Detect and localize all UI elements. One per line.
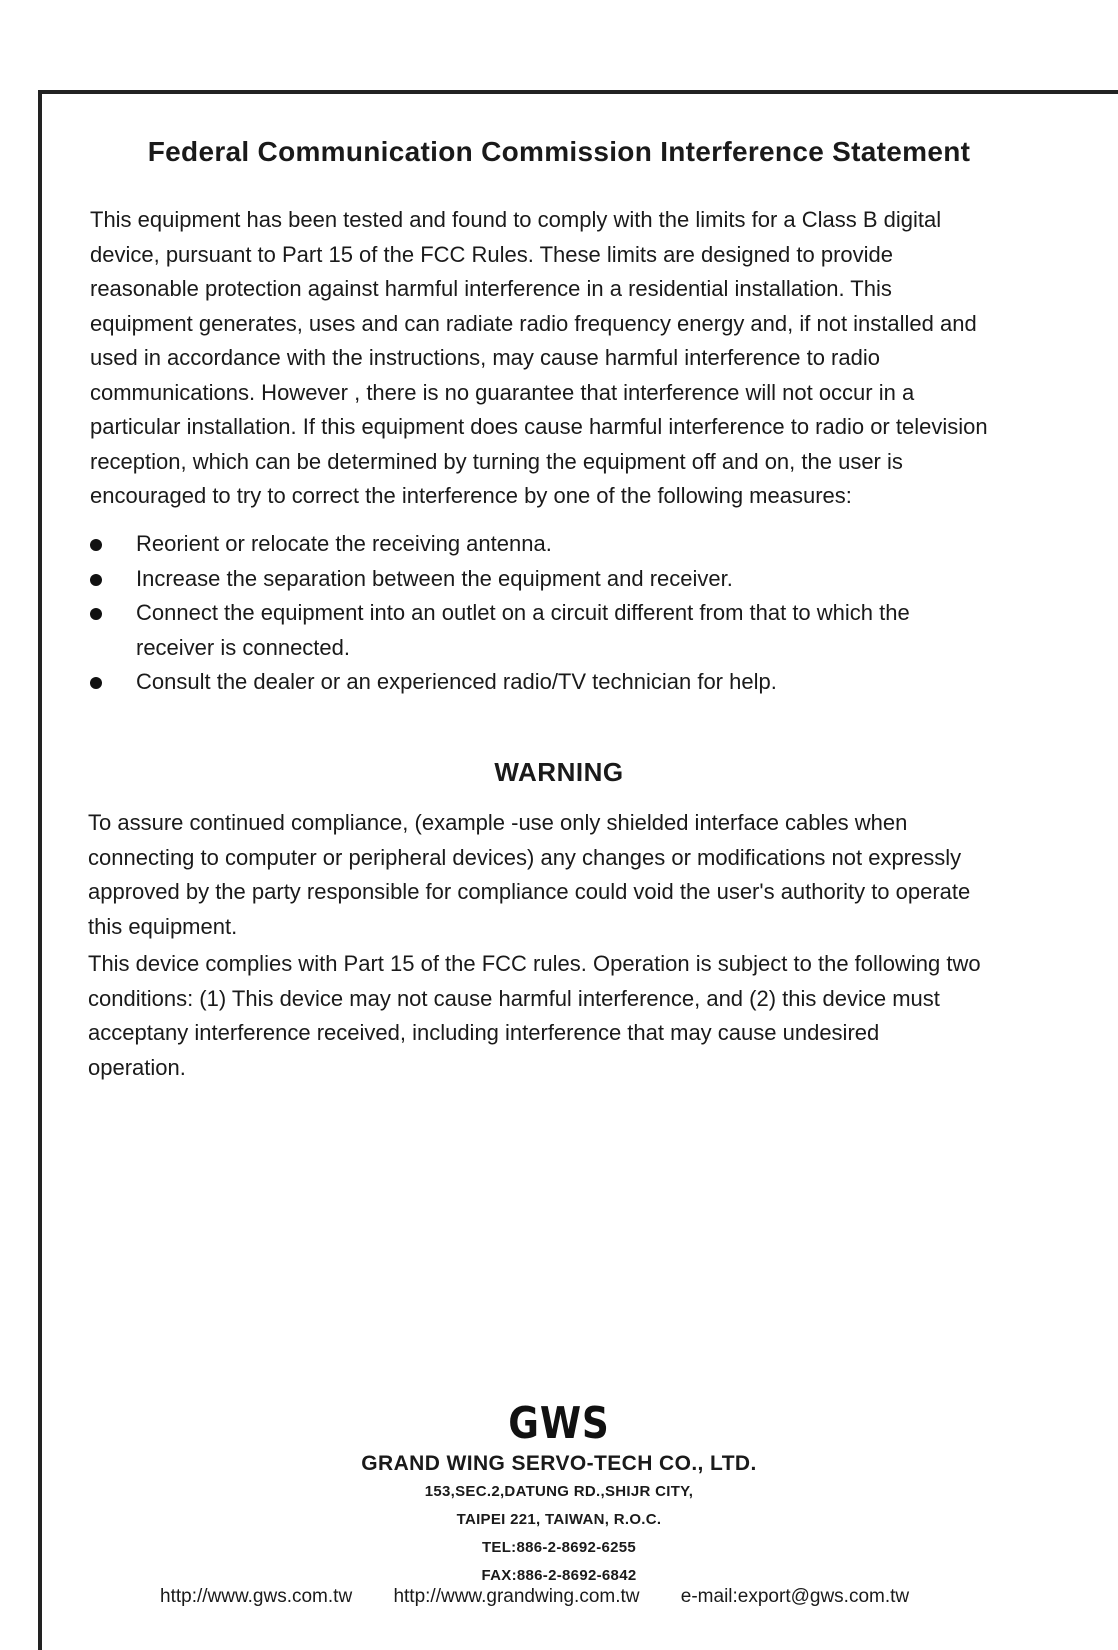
telephone: TEL:886-2-8692-6255: [481, 1539, 637, 1556]
intro-line: encouraged to try to correct the interference by one of the following measures:: [90, 483, 852, 508]
warning-line: approved by the party responsible for compliance could void the user's authority to operate: [88, 879, 971, 904]
website-link-grandwing[interactable]: http://www.grandwing.com.tw: [393, 1586, 640, 1607]
intro-line: particular installation. If this equipment does cause harmful interference to radio or television: [90, 414, 988, 439]
warning-line: connecting to computer or peripheral devices) any changes or modifications not expressly: [88, 844, 962, 870]
bullet-icon: [90, 608, 102, 620]
intro-line: communications. However , there is no guarantee that interference will not occur in a: [90, 379, 915, 405]
warning-paragraph: [88, 806, 1118, 944]
bullet-icon: [90, 574, 102, 586]
intro-line: This equipment has been tested and found to comply with the limits for a Class B digital: [90, 207, 942, 232]
intro-paragraph: [90, 203, 1118, 514]
page-title: Federal Communication Commission Interference Statement: [147, 136, 971, 167]
warning-line: this equipment.: [88, 913, 238, 939]
company-name: GRAND WING SERVO-TECH CO., LTD.: [361, 1452, 757, 1475]
list-item: Connect the equipment into an outlet on a circuit different from that to which the receiver is connected.: [88, 596, 1118, 665]
intro-line: equipment generates, uses and can radiate radio frequency energy and, if not installed and: [90, 310, 977, 336]
footer-links: [160, 1586, 945, 1608]
address-line-2: TAIPEI 221, TAIWAN, R.O.C.: [456, 1511, 662, 1528]
intro-line: reasonable protection against harmful interference in a residential installation. This: [90, 276, 892, 301]
intro-line: device, pursuant to Part 15 of the FCC Rules. These limits are designed to provide: [90, 241, 894, 267]
address-line-1: 153,SEC.2,DATUNG RD.,SHIJR CITY,: [424, 1483, 694, 1500]
list-item: Increase the separation between the equipment and receiver.: [88, 562, 1118, 597]
intro-line: used in accordance with the instructions, may cause harmful interference to radio: [90, 345, 880, 370]
list-item: Consult the dealer or an experienced radio/TV technician for help.: [88, 665, 1118, 700]
part15-line: conditions: (1) This device may not cause harmful interference, and (2) this device must: [88, 985, 940, 1011]
email-link[interactable]: e-mail:export@gws.com.tw: [680, 1586, 910, 1607]
warning-heading: WARNING: [494, 757, 624, 787]
part15-line: This device complies with Part 15 of the FCC rules. Operation is subject to the following two: [88, 951, 981, 976]
part15-paragraph: [88, 947, 1118, 1085]
company-logo: GWS: [508, 1398, 610, 1449]
bullet-icon: [90, 677, 102, 689]
measures-list: [88, 527, 1118, 700]
warning-line: To assure continued compliance, (example -use only shielded interface cables when: [88, 810, 908, 835]
list-item: Reorient or relocate the receiving antenna.: [88, 527, 1118, 562]
part15-line: acceptany interference received, including interference that may cause undesired: [88, 1020, 880, 1045]
bullet-icon: [90, 539, 102, 551]
fax: FAX:886-2-8692-6842: [481, 1567, 637, 1584]
website-link-gws[interactable]: http://www.gws.com.tw: [160, 1586, 353, 1607]
intro-line: reception, which can be determined by turning the equipment off and on, the user is: [90, 448, 903, 474]
part15-line: operation.: [88, 1054, 186, 1080]
